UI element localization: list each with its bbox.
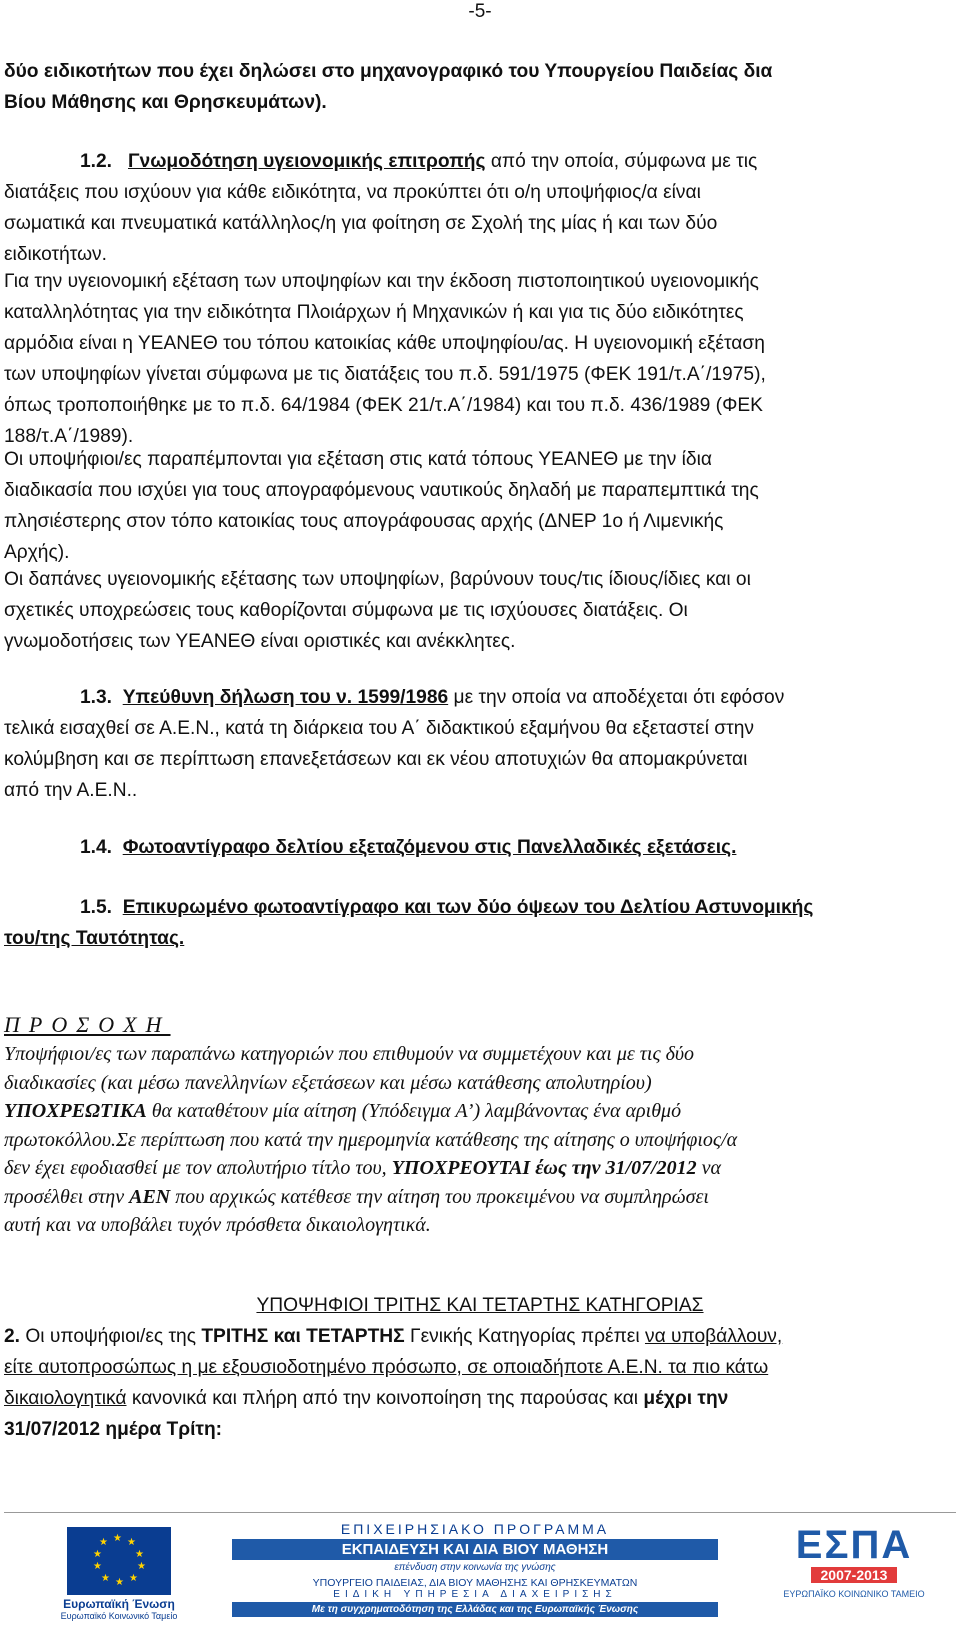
section-emphasis: ΤΡΙΤΗΣ και ΤΕΤΑΡΤΗΣ [201,1326,405,1347]
item-title: Γνωμοδότηση υγειονομικής επιτροπής [128,151,486,172]
attention-text: Σε περίπτωση που κατά την ημερομηνία κατάθεσης της αίτησης ο υποψήφιος/α [116,1128,738,1151]
item-line: διατάξεις που ισχύουν για κάθε ειδικότητα, να προκύπτει ότι ο/η υποψήφιος/α είναι [4,182,701,203]
paragraph-line: Για την υγειονομική εξέταση των υποψηφίων και την έκδοση πιστοποιητικού υγειονομικής [4,271,759,292]
item-number: 1.2. [80,151,113,172]
item-number: 1.5. [80,897,113,918]
paragraph-line: διαδικασία που ισχύει για τους απογραφόμενους ναυτικούς δηλαδή με παραπεμπτικά της [4,480,759,501]
section-underlined: να υποβάλλουν, [644,1326,783,1347]
item-line: κολύμβηση και σε περίπτωση επανεξετάσεων και εκ νέου αποτυχιών θα απομακρύνεται [4,749,748,770]
paragraph-line: γνωμοδοτήσεις των ΥΕΑΝΕΘ είναι οριστικές και ανέκκλητες. [4,631,516,652]
paragraph-line: Οι δαπάνες υγειονομικής εξέτασης των υποψηφίων, βαρύνουν τους/τις ίδιους/ίδιες και οι [4,569,751,590]
section-line: 31/07/2012 ημέρα Τρίτη: [4,1419,223,1440]
program-line: ΕΠΙΧΕΙΡΗΣΙΑΚΟ ΠΡΟΓΡΑΜΜΑ [340,1521,610,1537]
attention-line [4,1154,956,1183]
page-number: -5- [468,1,492,22]
section-2 [4,1290,956,1445]
item-1-4-line [4,832,956,863]
paragraph-line: καταλληλότητας για την ειδικότητα Πλοιάρχων ή Μηχανικών ή και για τις δύο ειδικότητες [4,302,744,323]
item-1-2-first-line [4,146,956,177]
paragraph-line: 188/τ.Α΄/1989). [4,426,134,447]
attention-line [4,1183,956,1212]
item-line: τελικά εισαχθεί σε Α.Ε.Ν., κατά τη διάρκεια του Α΄ διδακτικού εξαμήνου θα εξεταστεί στην [4,718,754,739]
program-line: επένδυση στην κοινωνία της γνώσης [394,1562,556,1573]
attention-text: πρωτοκόλλου. [4,1128,117,1151]
attention-emphasis: ΥΠΟΧΡΕΩΤΙΚΑ [4,1100,147,1122]
attention-line: αυτή και να υποβάλει τυχόν πρόσθετα δικαιολογητικά. [4,1214,431,1236]
section-underlined: δικαιολογητικά [4,1388,127,1409]
attention-emphasis: ΑΕΝ [129,1185,171,1208]
item-1-4 [4,832,956,863]
attention-text: θα καταθέτουν μία αίτηση (Υπόδειγμα Α’) λαμβάνοντας ένα αριθμό [151,1100,682,1122]
attention-block [4,1010,956,1240]
intro-paragraph [4,56,956,118]
paragraph-line: των υποψηφίων γίνεται σύμφωνα με τις διατάξεις του π.δ. 591/1975 (ΦΕΚ 191/τ.Α΄/1975), [4,364,766,385]
item-title: Επικυρωμένο φωτοαντίγραφο και των δύο όψεων του Δελτίου Αστυνομικής [122,897,814,918]
espa-logo [764,1523,944,1599]
program-line: ΥΠΟΥΡΓΕΙΟ ΠΑΙΔΕΙΑΣ, ΔΙΑ ΒΙΟΥ ΜΑΘΗΣΗΣ ΚΑΙ ΘΡΗΣΚΕΥΜΑΤΩΝ [312,1577,638,1589]
paragraph-line: Αρχής). [4,542,70,563]
intro-line: Βίου Μάθησης και Θρησκευμάτων). [4,92,327,113]
attention-line [4,1126,956,1155]
paragraph-line: όπως τροποποιήθηκε με το π.δ. 64/1984 (ΦΕΚ 21/τ.Α΄/1984) και του π.δ. 436/1989 (ΦΕΚ [4,395,763,416]
item-1-2 [4,146,956,270]
eu-logo [34,1527,204,1621]
intro-line: δύο ειδικοτήτων που έχει δηλώσει στο μηχανογραφικό του Υπουργείου Παιδείας δια [4,61,773,82]
espa-fund: ΕΥΡΩΠΑΪΚΟ ΚΟΙΝΩΝΙΚΟ ΤΑΜΕΙΟ [783,1589,925,1599]
attention-line: Υποψήφιοι/ες των παραπάνω κατηγοριών που επιθυμούν να συμμετέχουν και με τις δύο [4,1043,695,1065]
program-line: Με τη συγχρηματοδότηση της Ελλάδας και της Ευρωπαϊκής Ένωσης [232,1602,718,1617]
item-title: Υπεύθυνη δήλωση του ν. 1599/1986 [122,687,449,708]
attention-text: να [701,1157,722,1179]
item-line: από την Α.Ε.Ν.. [4,780,138,801]
costs-paragraph [4,564,956,657]
item-1-5 [4,892,956,954]
item-title-line: του/της Ταυτότητας. [4,928,185,949]
footer-logos [4,1512,956,1625]
attention-text: που αρχικώς κατέθεσε την αίτηση του προκειμένου να συμπληρώσει [175,1185,709,1208]
attention-emphasis: ΥΠΟΧΡΕΟΥΤΑΙ έως την 31/07/2012 [391,1157,697,1179]
attention-text: διαδικασίες (και μέσω πανελληνίων εξετάσεων και μέσω κατάθεσης απολυτηρίου) [4,1071,652,1094]
exam-paragraph [4,266,956,452]
section-text: Γενικής Κατηγορίας πρέπει [410,1326,640,1347]
attention-line [4,1069,956,1098]
item-1-3 [4,682,956,806]
eu-name: Ευρωπαϊκή Ένωση [63,1597,175,1611]
item-1-5-first-line [4,892,956,923]
program-logo [232,1521,718,1617]
program-line: ΕΙΔΙΚΗ ΥΠΗΡΕΣΙΑ ΔΙΑΧΕΙΡΙΣΗΣ [333,1589,617,1600]
eu-flag-icon: ★ ★ ★ ★ ★ ★ ★ ★ ★ ★ [67,1527,171,1595]
attention-text: προσέλθει στην [4,1185,125,1208]
referral-paragraph [4,444,956,568]
item-line: ειδικοτήτων. [4,244,107,265]
section-line: είτε αυτοπροσώπως η με εξουσιοδοτημένο πρόσωπο, σε οποιαδήποτε Α.Ε.Ν. τα πιο κάτω [4,1357,769,1378]
paragraph-line: αρμόδια είναι η ΥΕΑΝΕΘ του τόπου κατοικίας κάθε υποψηφίου/ας. Η υγειονομική εξέταση [4,333,765,354]
attention-title: ΠΡΟΣΟΧΗ [4,1012,171,1037]
section-text: Οι υποψήφιοι/ες της [25,1326,196,1347]
section-line [4,1383,956,1414]
section-line [4,1321,956,1352]
item-number: 1.4. [80,837,113,858]
attention-line [4,1097,956,1126]
paragraph-line: σχετικές υποχρεώσεις τους καθορίζονται σύμφωνα με τις ισχύουσες διατάξεις. Οι [4,600,688,621]
section-emphasis: μέχρι την [643,1388,729,1409]
section-number: 2. [4,1326,21,1347]
item-text: με την οποία να αποδέχεται ότι εφόσον [453,687,785,708]
espa-name: ΕΣΠΑ [795,1523,913,1567]
section-heading: ΥΠΟΨΗΦΙΟΙ ΤΡΙΤΗΣ ΚΑΙ ΤΕΤΑΡΤΗΣ ΚΑΤΗΓΟΡΙΑΣ [256,1295,704,1316]
section-text: κανονικά και πλήρη από την κοινοποίηση της παρούσας και [131,1388,639,1409]
item-title: Φωτοαντίγραφο δελτίου εξεταζόμενου στις Πανελλαδικές εξετάσεις. [122,837,737,858]
item-1-3-first-line [4,682,956,713]
espa-years: 2007-2013 [811,1567,898,1583]
eu-fund: Ευρωπαϊκό Κοινωνικό Ταμείο [60,1611,178,1621]
item-line: σωματικά και πνευματικά κατάλληλος/η για φοίτηση σε Σχολή της μίας ή και των δύο [4,213,718,234]
program-line: ΕΚΠΑΙΔΕΥΣΗ ΚΑΙ ΔΙΑ ΒΙΟΥ ΜΑΘΗΣΗ [232,1539,718,1560]
item-text: από την οποία, σύμφωνα με τις [490,151,758,172]
attention-text: δεν έχει εφοδιασθεί με τον απολυτήριο τίτλο του, [4,1157,387,1179]
paragraph-line: Οι υποψήφιοι/ες παραπέμπονται για εξέταση στις κατά τόπους ΥΕΑΝΕΘ με την ίδια [4,449,712,470]
item-number: 1.3. [80,687,113,708]
paragraph-line: πλησιέστερης στον τόπο κατοικίας τους απογράφουσας αρχής (ΔΝΕΡ 1ο ή Λιμενικής [4,511,724,532]
